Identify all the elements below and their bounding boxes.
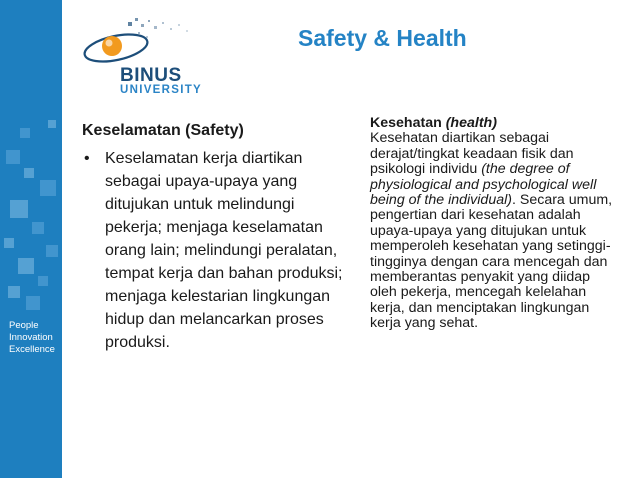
health-heading-italic: (health) <box>445 115 497 131</box>
health-text-italic: (the degree of physiological and psychological well being of the individual) <box>370 161 597 209</box>
health-text-1: Kesehatan diartikan sebagai derajat/tingkat keadaan fisik dan psikologi individu <box>370 130 574 178</box>
tagline-line: Excellence <box>9 344 55 355</box>
safety-heading: Keselamatan (Safety) <box>82 122 244 139</box>
sidebar-square <box>26 296 40 310</box>
sidebar-square <box>38 276 48 286</box>
slide-title: Safety & Health <box>298 25 467 51</box>
logo-subname: UNIVERSITY <box>120 84 203 96</box>
sidebar-square <box>6 150 20 164</box>
sidebar-decoration <box>0 0 62 478</box>
health-paragraph <box>370 131 620 331</box>
sidebar-square <box>20 128 30 138</box>
tagline-line: Innovation <box>9 332 53 343</box>
health-heading <box>370 116 620 131</box>
tagline-line: People <box>9 320 39 331</box>
sidebar-square <box>32 222 44 234</box>
sidebar-square <box>8 286 20 298</box>
sidebar-square <box>48 120 56 128</box>
sidebar-tagline <box>9 320 55 356</box>
sidebar-square <box>24 168 34 178</box>
sidebar-square <box>40 180 56 196</box>
bullet-icon: • <box>84 150 90 167</box>
safety-column <box>82 122 352 354</box>
logo-name: BINUS <box>120 65 182 86</box>
health-column <box>370 116 620 332</box>
health-text-2: . Secara umum, pengertian dari kesehatan adalah upaya-upaya yang ditujukan untuk memperoleh kesehatan yang setinggi-tingginya dengan cara mencegah dan memberantas penyakit yang diidap oleh pekerja, mencegah kelelahan kerja, dan menciptakan lingkungan kerja yang sehat. <box>370 192 613 332</box>
logo-emblem-icon <box>78 12 218 68</box>
sidebar-square <box>10 200 28 218</box>
sidebar-square <box>18 258 34 274</box>
safety-bullet-text: Keselamatan kerja diartikan sebagai upaya-upaya yang ditujukan untuk melindungi pekerja; menjaga keselamatan orang lain; melindungi peralatan, tempat kerja dan bahan produksi; menjaga kelestarian lingkungan hidup dan melancarkan proses produksi. <box>105 150 343 351</box>
safety-bullet <box>82 147 352 354</box>
health-heading-plain: Kesehatan <box>370 115 446 131</box>
sidebar-square <box>4 238 14 248</box>
sidebar-square <box>46 245 58 257</box>
binus-logo <box>78 12 218 100</box>
